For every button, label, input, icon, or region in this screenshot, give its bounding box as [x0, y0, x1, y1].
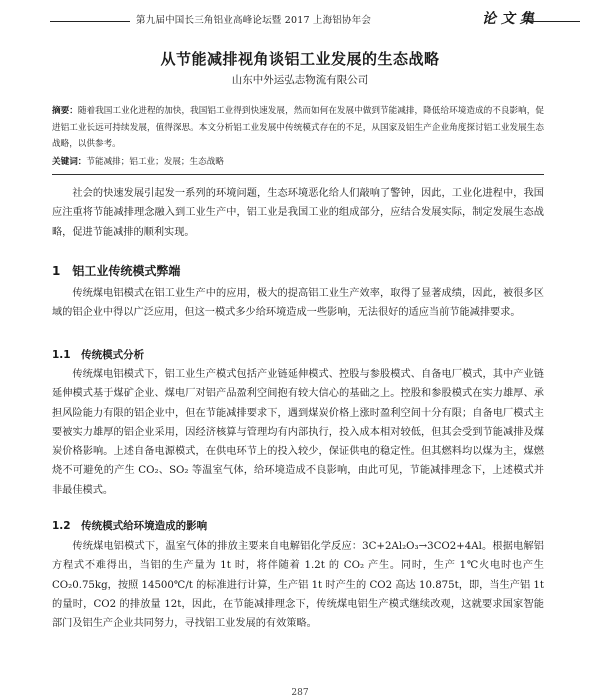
- proceedings-badge: 论 文 集: [482, 11, 534, 27]
- abstract-label: 摘要：: [52, 106, 78, 116]
- keywords: [52, 155, 544, 167]
- header-rule-left: [50, 21, 130, 22]
- section-1-2-heading: 1.2 传统模式给环境造成的影响: [52, 520, 208, 532]
- page-number: 287: [291, 688, 309, 698]
- abstract-divider: [52, 174, 544, 175]
- conference-name: 第九届中国长三角铝业高峰论坛暨 2017 上海铝协年会: [136, 15, 372, 26]
- author-affiliation: 山东中外运弘志物流有限公司: [231, 74, 369, 86]
- abstract-text: 随着我国工业化进程的加快，我国铝工业得到快速发展，然而如何在发展中做到节能减排，降低给环境造成的不良影响，促进铝工业长远可持续发展，值得深思。本文分析铝工业发展中传统模式存在的不足，从国家及铝生产企业角度探讨铝工业发展生态战略，以供参考。: [52, 106, 544, 149]
- section-1-paragraph: 传统煤电铝模式在铝工业生产中的应用，极大的提高铝工业生产效率，取得了显著成绩，因此，被很多区域的铝企业中得以广泛应用，但这一模式多少给环境造成一些影响，无法很好的适应当前节能减排要求。: [52, 288, 544, 319]
- abstract: [52, 103, 544, 153]
- header-rule-right: [528, 21, 580, 22]
- section-1-heading: 1 铝工业传统模式弊端: [52, 264, 181, 278]
- section-1-1-heading: 1.1 传统模式分析: [52, 349, 145, 361]
- section-1-2-paragraph: 传统煤电铝模式下，温室气体的排放主要来自电解铝化学反应：3C+2Al₂O₃→3CO2+4Al。根据电解铝方程式不难得出，当铝的生产量为 1t 时，将伴随着 1.2t 的 CO₂ 产生。同时，生产 1℃火电时也产生 CO₂0.75kg，按照 14500℃/t 的标准进行计算，生产铝 1t 时产生的 CO2 高达 10.875t，即，当生产铝 1t 的量时，CO2 的排放量 12t，因此，在节能减排理念下，传统煤电铝生产模式继续改观，这就要求国家智能部门及铝生产企业共同努力，寻找铝工业发展的有效策略。: [52, 541, 544, 630]
- keywords-text: 节能减排；铝工业；发展；生态战略: [86, 157, 224, 167]
- intro-paragraph: 社会的快速发展引起发一系列的环境问题，生态环境恶化给人们敲响了警钟，因此，工业化进程中，我国应注重将节能减排理念融入到工业生产中，铝工业是我国工业的组成部分，应结合发展实际，制定发展生态战略，促进节能减排的顺利实现。: [52, 188, 544, 238]
- running-header: [50, 10, 580, 30]
- keywords-label: 关键词：: [52, 157, 87, 167]
- section-1-1-paragraph: 传统煤电铝模式下，铝工业生产模式包括产业链延伸模式、控股与参股模式、自备电厂模式，其中产业链延伸模式基于煤矿企业、煤电厂对铝产品盈利空间抱有较大信心的基础之上。控股和参股模式在实力雄厚、承担风险能力有限的铝企业中，但在节能减排要求下，遇到煤炭价格上涨时盈利空间十分有限；自备电厂模式主要被实力雄厚的铝企业采用，因经济核算与管理均有内部执行，投入成本相对较低，但其会受到节能减排及煤炭价格影响。上述自备电源模式，在供电环节上的投入较少，保证供电的稳定性。但其燃料均以煤为主，煤燃烧不可避免的产生 CO₂、SO₂ 等温室气体，给环境造成不良影响，由此可见，节能减排理念下，上述模式并非最佳模式。: [52, 369, 544, 496]
- paper-title: 从节能减排视角谈铝工业发展的生态战略: [160, 50, 440, 68]
